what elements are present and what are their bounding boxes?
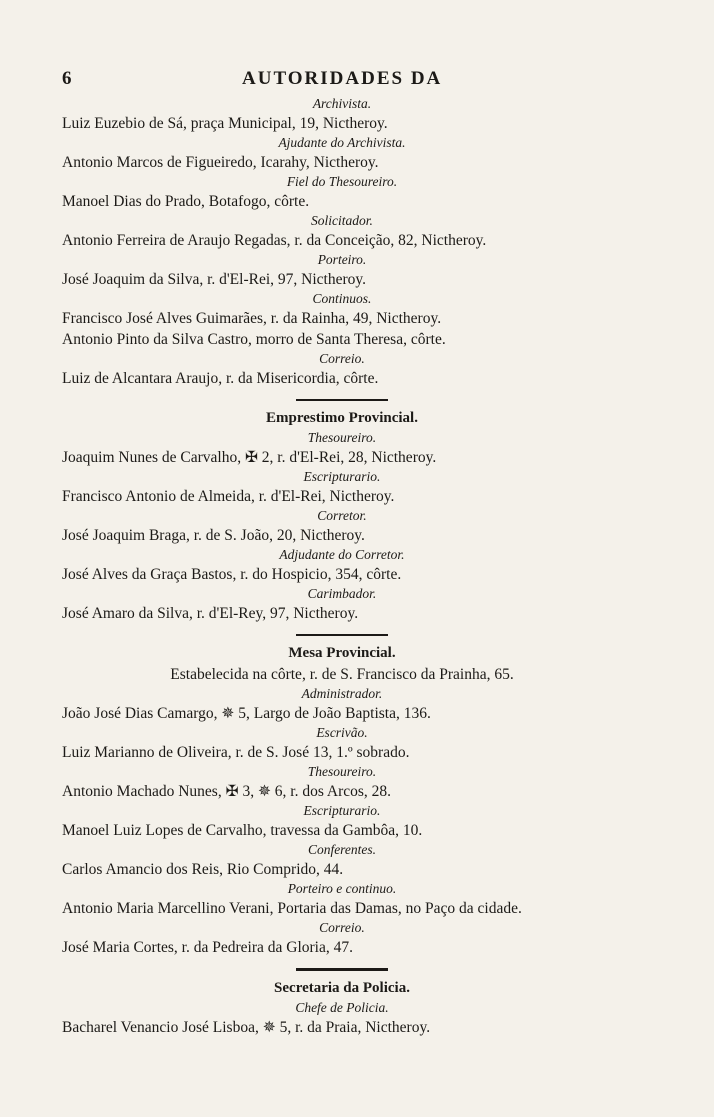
person-entry: Bacharel Venancio José Lisboa, ✵ 5, r. da Praia, Nictheroy. bbox=[62, 1019, 431, 1036]
person-entry: Luiz Marianno de Oliveira, r. de S. José 13, 1.º sobrado. bbox=[62, 744, 410, 761]
role-heading: Thesoureiro. bbox=[307, 764, 377, 779]
role-heading: Correio. bbox=[319, 351, 365, 366]
person-entry: José Amaro da Silva, r. d'El-Rey, 97, Nictheroy. bbox=[62, 605, 359, 622]
person-entry: José Joaquim da Silva, r. d'El-Rei, 97, Nictheroy. bbox=[62, 271, 366, 288]
role-heading: Ajudante do Archivista. bbox=[278, 135, 406, 150]
location-line: Estabelecida na côrte, r. de S. Francisco da Prainha, 65. bbox=[170, 666, 514, 683]
person-entry: Antonio Marcos de Figueiredo, Icarahy, Nictheroy. bbox=[62, 154, 379, 171]
role-heading: Carimbador. bbox=[307, 586, 377, 601]
role-heading: Continuos. bbox=[312, 291, 372, 306]
role-heading: Porteiro. bbox=[317, 252, 367, 267]
person-entry: José Maria Cortes, r. da Pedreira da Gloria, 47. bbox=[62, 939, 353, 956]
page-body bbox=[62, 95, 622, 1038]
running-title: AUTORIDADES DA bbox=[242, 68, 443, 89]
role-heading: Adjudante do Corretor. bbox=[279, 547, 405, 562]
section-divider bbox=[296, 399, 388, 401]
section-divider bbox=[296, 968, 388, 971]
role-heading: Corretor. bbox=[317, 508, 367, 523]
role-heading: Solicitador. bbox=[311, 213, 373, 228]
person-entry: Antonio Machado Nunes, ✠ 3, ✵ 6, r. dos Arcos, 28. bbox=[62, 783, 392, 800]
person-entry: Antonio Pinto da Silva Castro, morro de Santa Theresa, côrte. bbox=[62, 331, 446, 348]
section-title: Secretaria da Policia. bbox=[274, 980, 410, 996]
person-entry: Manoel Luiz Lopes de Carvalho, travessa da Gambôa, 10. bbox=[62, 822, 423, 839]
section-divider bbox=[296, 634, 388, 636]
person-entry: Antonio Ferreira de Araujo Regadas, r. da Conceição, 82, Nictheroy. bbox=[62, 232, 487, 249]
role-heading: Escripturario. bbox=[303, 469, 381, 484]
person-entry: Luiz de Alcantara Araujo, r. da Misericordia, côrte. bbox=[62, 370, 379, 387]
role-heading: Administrador. bbox=[301, 686, 383, 701]
role-heading: Porteiro e continuo. bbox=[287, 881, 397, 896]
role-heading: Conferentes. bbox=[307, 842, 377, 857]
person-entry: Francisco Antonio de Almeida, r. d'El-Rei, Nictheroy. bbox=[62, 488, 395, 505]
person-entry: José Alves da Graça Bastos, r. do Hospicio, 354, côrte. bbox=[62, 566, 402, 583]
role-heading: Correio. bbox=[319, 920, 365, 935]
person-entry: Manoel Dias do Prado, Botafogo, côrte. bbox=[62, 193, 310, 210]
person-entry: Luiz Euzebio de Sá, praça Municipal, 19, Nictheroy. bbox=[62, 115, 388, 132]
person-entry: João José Dias Camargo, ✵ 5, Largo de João Baptista, 136. bbox=[62, 705, 431, 722]
page-header bbox=[62, 68, 622, 92]
role-heading: Thesoureiro. bbox=[307, 430, 377, 445]
role-heading: Chefe de Policia. bbox=[295, 1000, 389, 1015]
person-entry: José Joaquim Braga, r. de S. João, 20, Nictheroy. bbox=[62, 527, 365, 544]
person-entry: Joaquim Nunes de Carvalho, ✠ 2, r. d'El-Rei, 28, Nictheroy. bbox=[62, 449, 437, 466]
person-entry: Carlos Amancio dos Reis, Rio Comprido, 44. bbox=[62, 861, 344, 878]
section-title: Mesa Provincial. bbox=[288, 645, 396, 661]
person-entry: Francisco José Alves Guimarães, r. da Rainha, 49, Nictheroy. bbox=[62, 310, 442, 327]
role-heading: Fiel do Thesoureiro. bbox=[286, 174, 398, 189]
role-heading: Archivista. bbox=[312, 96, 372, 111]
page-number: 6 bbox=[62, 68, 72, 89]
role-heading: Escripturario. bbox=[303, 803, 381, 818]
section-title: Emprestimo Provincial. bbox=[266, 410, 418, 426]
role-heading: Escrivão. bbox=[316, 725, 368, 740]
person-entry: Antonio Maria Marcellino Verani, Portaria das Damas, no Paço da cidade. bbox=[62, 900, 522, 917]
